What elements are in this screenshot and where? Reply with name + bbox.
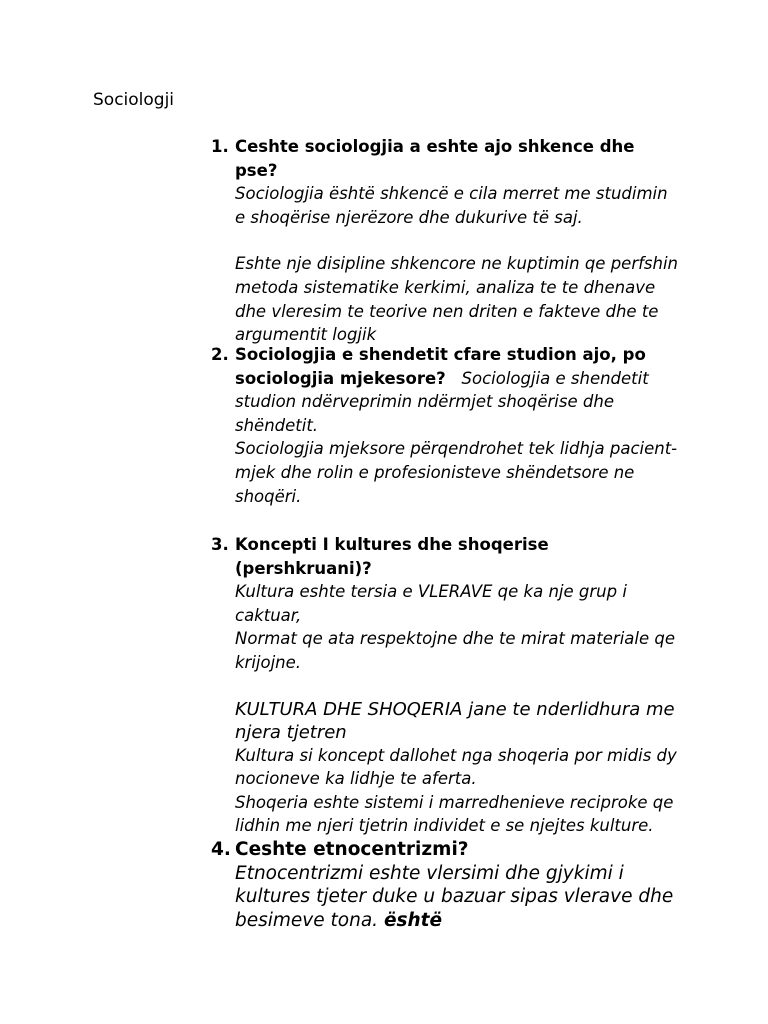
answer-text: Sociologjia është shkencë e cila merret me studimin e shoqërise njerëzore dhe dukurive të saj. xyxy=(235,184,668,227)
answer-emphasis-text: është xyxy=(383,909,443,931)
question-item-2 xyxy=(211,343,681,508)
item-number: 2. xyxy=(211,345,229,364)
answer-text: Etnocentrizmi eshte vlersimi dhe gjykimi i kultures tjeter duke u bazuar sipas vlerave dhe besimeve tona. xyxy=(235,862,674,931)
answer-heading-text: KULTURA DHE SHOQERIA jane te nderlidhura me njera tjetren xyxy=(235,698,675,743)
question-item-1 xyxy=(211,135,681,347)
answer-text: Sociologjia e shendetit studion ndërveprimin ndërmjet shoqërise dhe shëndetit. xyxy=(235,368,649,435)
answer-text: Eshte nje disipline shkencore ne kuptimin qe perfshin metoda sistematike kerkimi, analiza te te dhenave dhe vleresim te teorive nen driten e fakteve dhe te argumentit logjik xyxy=(235,254,679,345)
question-text: Koncepti I kultures dhe shoqerise (pershkruani)? xyxy=(235,535,549,578)
question-item-4 xyxy=(211,838,681,932)
answer-text: Kultura eshte tersia e VLERAVE qe ka nje grup i caktuar, xyxy=(235,582,627,625)
document-title: Sociologji xyxy=(93,90,175,110)
question-text: Sociologjia e shendetit cfare studion ajo, po sociologjia mjekesore? xyxy=(235,345,646,388)
question-text: Ceshte etnocentrizmi? xyxy=(235,839,469,860)
answer-text: Shoqeria eshte sistemi i marredhenieve reciproke qe lidhin me njeri tjetrin individet e se njejtes kulture. xyxy=(235,792,674,836)
item-number: 3. xyxy=(211,535,229,554)
answer-text: Sociologjia mjeksore përqendrohet tek lidhja pacient-mjek dhe rolin e profesionisteve shëndetsore ne shoqëri. xyxy=(235,439,678,506)
item-number: 4. xyxy=(211,839,231,860)
answer-text: Kultura si koncept dallohet nga shoqeria por midis dy nocioneve ka lidhje te aferta. xyxy=(235,745,677,789)
question-text: Ceshte sociologjia a eshte ajo shkence dhe pse? xyxy=(235,137,635,180)
answer-text: Normat qe ata respektojne dhe te mirat materiale qe krijojne. xyxy=(235,629,675,672)
question-item-3 xyxy=(211,533,681,838)
item-number: 1. xyxy=(211,137,229,156)
